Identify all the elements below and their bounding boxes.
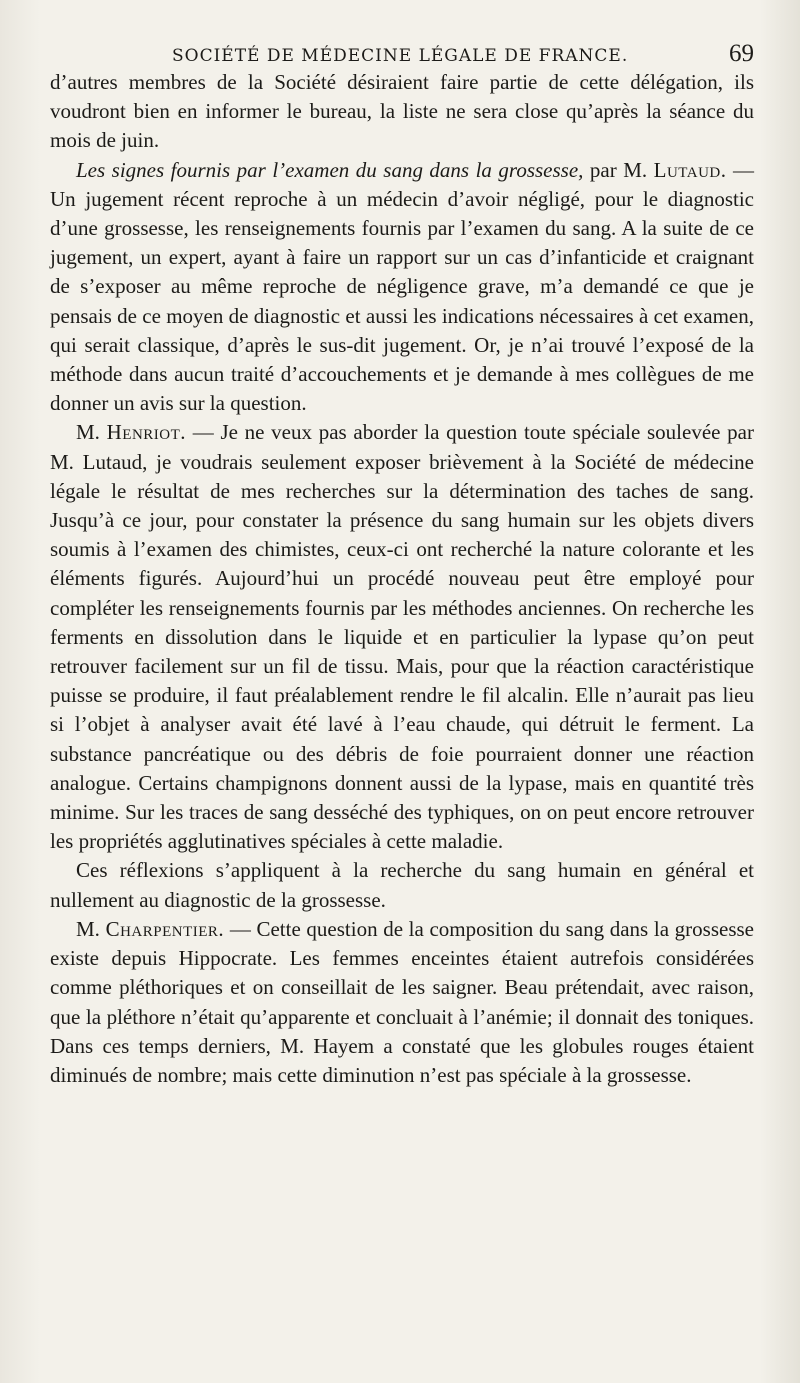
- page-number: 69: [729, 40, 754, 67]
- speaker-lutaud: Lutaud.: [653, 157, 727, 182]
- charpentier-text: — Cette question de la composition du sang dans la grossesse existe depuis Hippocrate. Les femmes enceintes étaient autrefois considérées comme pléthoriques et on conseillait de les saigner. Beau prétendait, avec raison, que la pléthore n’était qu’apparente et concluait à l’anémie; il donnait des toniques. Dans ces temps derniers, M. Hayem a constaté que les globules rouges étaient diminués de nombre; mais cette diminution n’est pas spéciale à la grossesse.: [50, 916, 754, 1087]
- henriot-text: — Je ne veux pas aborder la question toute spéciale soulevée par M. Lutaud, je voudrais seulement exposer brièvement à la Société de médecine légale le résultat de mes recherches sur la détermination des taches de sang. Jusqu’à ce jour, pour constater la présence du sang humain sur les objets divers soumis à l’examen des chimistes, ceux-ci ont recherché la nature colorante et les éléments figurés. Aujourd’hui un procédé nouveau peut être employé pour compléter les renseignements fournis par les méthodes anciennes. On recherche les ferments en dissolution dans le liquide et en particulier la lypase qu’on peut retrouver facilement sur un fil de tissu. Mais, pour que la réaction caractéristique puisse se produire, il faut préalablement rendre le fil alcalin. Elle n’aurait pas lieu si l’objet à analyser avait été lavé à l’eau chaude, qui détruit le ferment. La substance pancréatique ou des débris de foie pourraient donner une réaction analogue. Certains champignons donnent aussi de la lypase, mais en quantité très minime. Sur les traces de sang desséché des typhiques, on on peut encore retrouver les propriétés agglutinatives spéciales à cette maladie.: [50, 420, 754, 854]
- running-head: SOCIÉTÉ DE MÉDECINE LÉGALE DE FRANCE.: [172, 46, 629, 66]
- body-text: [50, 68, 754, 1090]
- speaker-charpentier: Charpentier.: [105, 916, 225, 941]
- lutaud-text: — Un jugement récent reproche à un médecin d’avoir négligé, pour le diagnostic d’une grossesse, les renseignements fournis par l’examen du sang. A la suite de ce jugement, un expert, ayant à faire un rapport sur un cas d’infanticide et craignant de s’exposer au même reproche de négligence grave, m’a demandé ce que je pensais de ce moyen de diagnostic et aussi les indications nécessaires à cet examen, qui serait classique, d’après le sus-dit jugement. Or, je n’ai trouvé l’exposé de la méthode dans aucun traité d’accouchements et je demande à mes collègues de me donner un avis sur la question.: [50, 157, 754, 416]
- speaker-henriot: Henriot.: [106, 420, 187, 445]
- paragraph-reflexions: Ces réflexions s’appliquent à la recherche du sang humain en général et nullement au diagnostic de la grossesse.: [50, 858, 754, 912]
- paragraph-charpentier: [50, 915, 754, 1090]
- paragraph-henriot: [50, 418, 754, 856]
- communication-title: Les signes fournis par l’examen du sang dans la grossesse,: [76, 157, 584, 182]
- paragraph-lutaud: [50, 156, 754, 419]
- page-header: [50, 34, 754, 68]
- paragraph-continuation: d’autres membres de la Société désiraient faire partie de cette délégation, ils voudront bien en informer le bureau, la liste ne sera close qu’après la séance du mois de juin.: [50, 70, 754, 153]
- by-label: par M.: [583, 157, 654, 182]
- speaker-prefix: M.: [76, 420, 107, 445]
- speaker-prefix: M.: [76, 916, 106, 941]
